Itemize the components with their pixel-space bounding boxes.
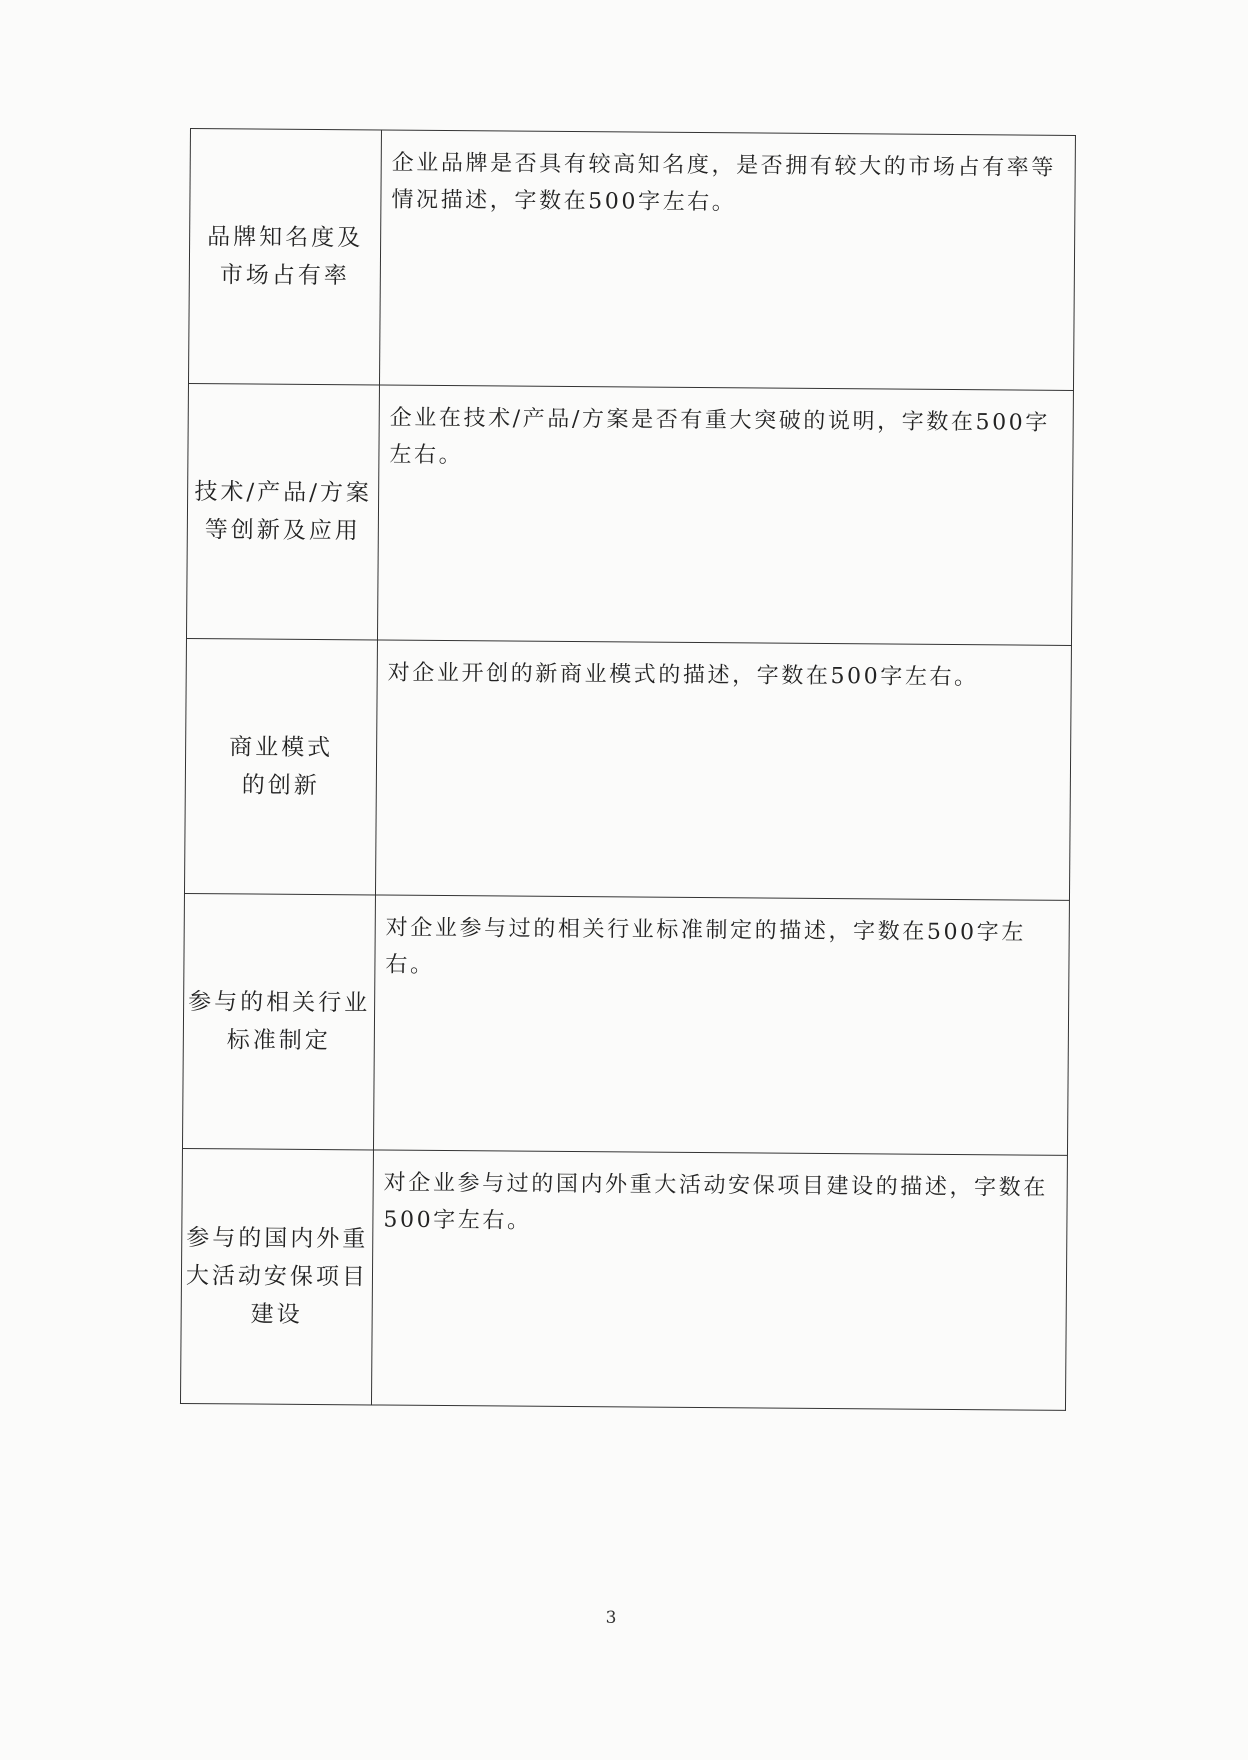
form-row-security-projects	[180, 1148, 1067, 1410]
row-label-standards	[182, 893, 375, 1149]
row-description-standards: 对企业参与过的相关行业标准制定的描述，字数在500字左右。	[373, 895, 1069, 1155]
row-label-line: 标准制定	[226, 1027, 331, 1055]
page-number: 3	[605, 1608, 617, 1628]
form-row-standards	[182, 893, 1069, 1155]
row-description-innovation: 企业在技术/产品/方案是否有重大突破的说明，字数在500字左右。	[377, 385, 1073, 645]
row-label-innovation	[186, 383, 379, 639]
row-description-business-model: 对企业开创的新商业模式的描述，字数在500字左右。	[375, 640, 1071, 900]
row-label-line: 技术/产品/方案	[194, 479, 372, 507]
row-label-line: 市场占有率	[219, 262, 350, 290]
row-label-line: 大活动安保项目	[185, 1263, 369, 1291]
row-label-line: 的创新	[241, 772, 320, 800]
row-label-line: 参与的国内外重	[186, 1225, 369, 1253]
form-row-innovation	[186, 383, 1073, 645]
row-label-business-model	[184, 638, 377, 894]
application-form-table	[180, 128, 1076, 1411]
row-label-line: 等创新及应用	[204, 517, 361, 545]
row-description-security-projects: 对企业参与过的国内外重大活动安保项目建设的描述，字数在500字左右。	[371, 1150, 1067, 1410]
row-label-line: 参与的相关行业	[188, 989, 371, 1017]
row-description-brand: 企业品牌是否具有较高知名度，是否拥有较大的市场占有率等情况描述，字数在500字左右。	[379, 130, 1075, 390]
form-row-business-model	[184, 638, 1071, 900]
row-label-line: 品牌知名度及	[207, 224, 364, 252]
row-label-line: 商业模式	[229, 734, 334, 762]
row-label-security-projects	[180, 1148, 373, 1404]
row-label-brand	[188, 129, 381, 385]
row-label-line: 建设	[250, 1301, 303, 1328]
form-row-brand	[188, 129, 1075, 391]
